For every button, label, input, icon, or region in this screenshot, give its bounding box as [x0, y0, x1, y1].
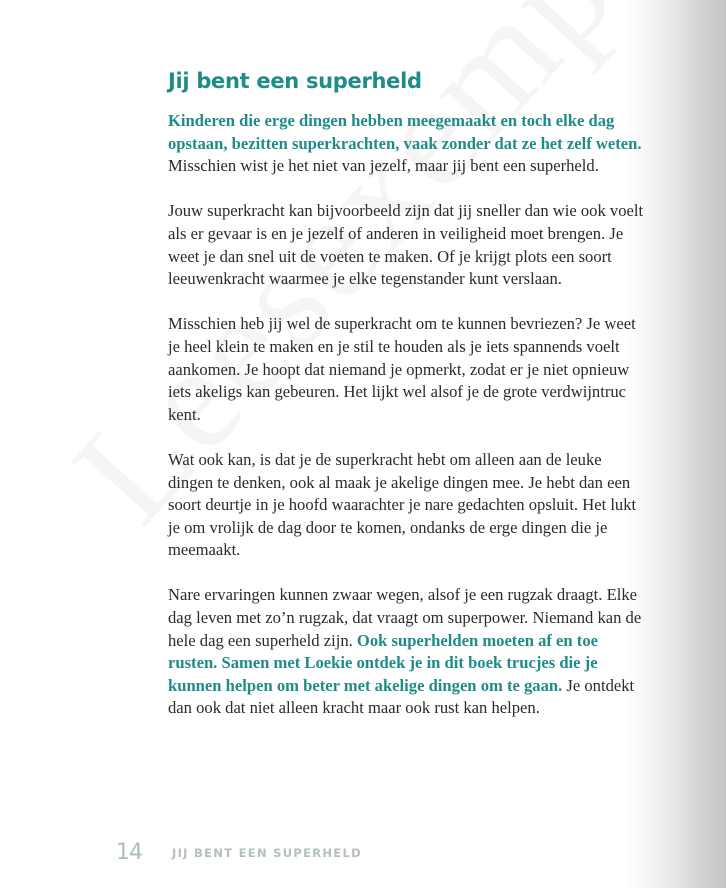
running-head: JIJ BENT EEN SUPERHELD: [172, 845, 362, 860]
body-text: Misschien heb jij wel de superkracht om te kunnen bevriezen? Je weet je heel klein te maken en je stil te houden als je iets spannends voelt aankomen. Je hoopt dat niemand je opmerkt, zodat er je niet opnieuw iets akeligs kan gebeuren. Het lijkt wel alsof je de grote verdwijntruc kent.: [168, 314, 636, 424]
body-text: Wat ook kan, is dat je de superkracht hebt om alleen aan de leuke dingen te denken, ook al maak je akelige dingen mee. Je hebt dan een soort deurtje in je hoofd waarachter je nare gedachten opsluit. Het lukt je om vrolijk de dag door te komen, ondanks de erge dingen die je meemaakt.: [168, 449, 637, 560]
body-text: Nare ervaringen kunnen zwaar wegen, alsof je een rugzak draagt. Elke dag leven met zo’n rugzak, dat vraagt om superpower. Niemand kan de hele dag een superheld zijn.: [168, 585, 642, 650]
paragraph-intro: [168, 110, 648, 178]
highlighted-text: Kinderen die erge dingen hebben meegemaakt en toch elke dag opstaan, bezitten superkrachten, vaak zonder dat ze het zelf weten.: [168, 111, 642, 153]
paragraph-bevriezen: [168, 313, 648, 426]
highlighted-text: Ook superhelden moeten af en toe rusten. Samen met Loekie ontdek je in dit boek trucjes die je kunnen helpen om beter met akelige dingen om te gaan.: [168, 630, 598, 695]
page-footer: [116, 840, 362, 865]
paragraph-leuke-dingen: [168, 449, 648, 562]
body-text: Jouw superkracht kan bijvoorbeeld zijn dat jij sneller dan wie ook voelt als er gevaar is en je jezelf of anderen in veiligheid moet brengen. Je weet je dan snel uit de voeten te maken. Of je krijgt plots een soort leeuwenkracht waarmee je elke tegenstander kunt verslaan.: [168, 201, 644, 289]
paragraph-superkracht: [168, 200, 648, 290]
paragraph-rugzak: [168, 584, 648, 720]
page-number: 14: [116, 840, 142, 865]
page-title: Jij bent een superheld: [168, 69, 422, 93]
body-text: Je ontdekt dan ook dat niet alleen kracht maar ook rust kan helpen.: [168, 675, 635, 718]
body-text: Misschien wist je het niet van jezelf, maar jij bent een superheld.: [168, 156, 599, 176]
page-content: [168, 64, 648, 743]
